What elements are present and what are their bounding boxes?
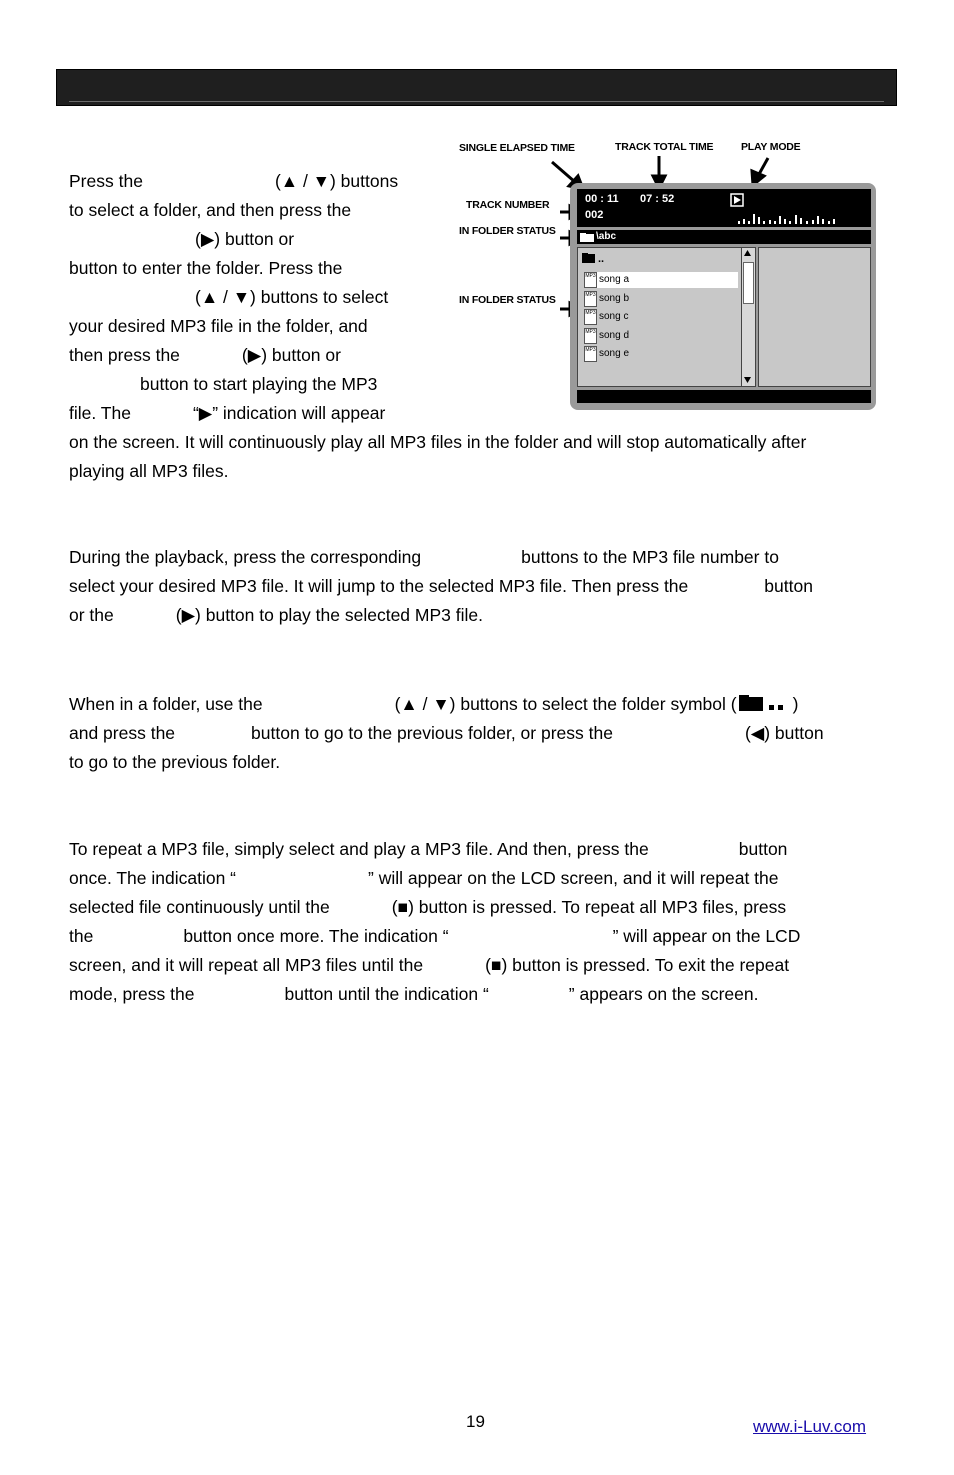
song-name: song a bbox=[599, 274, 630, 285]
song-name: song d bbox=[599, 330, 630, 341]
label-track-number: TRACK NUMBER bbox=[466, 199, 550, 211]
folder-up-icon bbox=[737, 693, 793, 713]
label-in-folder-status: IN FOLDER STATUS bbox=[459, 294, 556, 306]
song-name: song e bbox=[599, 348, 630, 359]
label-single-elapsed-time: SINGLE ELAPSED TIME bbox=[459, 142, 575, 154]
paragraph-previous-folder: When in a folder, use the (▲ / ▼) buttons to select the folder symbol ( ) and press the button to go to the previous folder, or press the (◀) button to go to the previous folder. bbox=[69, 694, 824, 772]
mp3-file-icon: MP3 bbox=[584, 272, 597, 288]
lcd-total-time: 07 : 52 bbox=[640, 193, 675, 205]
lcd-parent-folder: .. bbox=[598, 253, 605, 265]
website-link[interactable]: www.i-Luv.com bbox=[753, 1417, 867, 1436]
label-in-folder-status: IN FOLDER STATUS bbox=[459, 225, 556, 237]
label-track-total-time: TRACK TOTAL TIME bbox=[615, 141, 714, 153]
song-name: song c bbox=[599, 311, 629, 322]
lcd-elapsed-time: 00 : 11 bbox=[585, 193, 619, 205]
lcd-folder-path: \abc bbox=[596, 231, 617, 242]
mp3-file-icon: MP3 bbox=[584, 291, 597, 307]
mp3-file-icon: MP3 bbox=[584, 328, 597, 344]
paragraph-repeat-mode: To repeat a MP3 file, simply select and play a MP3 file. And then, press the button once. The indication “ ” will appear on the LCD screen, and it will repeat the selected file continuously until the (■) button is pressed. To repeat all MP3 files, press the button once more. The indication “ ” will appear on the LCD screen, and it will repeat all MP3 files until the (■) button is pressed. To exit the repeat mode, press the button until the indication “ ” appears on the screen. bbox=[69, 839, 801, 1004]
page-number: 19 bbox=[466, 1412, 485, 1431]
label-play-mode: PLAY MODE bbox=[741, 141, 801, 153]
paragraph-select-by-number: During the playback, press the corresponding buttons to the MP3 file number to select your desired MP3 file. It will jump to the selected MP3 file. Then press the button or the (▶) button to play the selected MP3 file. bbox=[69, 547, 813, 625]
paragraph-browse-folders: Press the (▲ / ▼) buttons to select a folder, and then press the (▶) button or button to enter the folder. Press the (▲ / ▼) buttons to select your desired MP3 file in the folder, and then press the (▶) button or button to start playing the MP3 file. The “▶” indication will appear on the screen. It will continuously play all MP3 files in the folder and will stop automatically after playing all MP3 files. bbox=[69, 171, 807, 481]
lcd-track-number: 002 bbox=[585, 209, 604, 221]
song-name: song b bbox=[599, 293, 630, 304]
mp3-file-icon: MP3 bbox=[584, 309, 597, 325]
mp3-file-icon: MP3 bbox=[584, 346, 597, 362]
